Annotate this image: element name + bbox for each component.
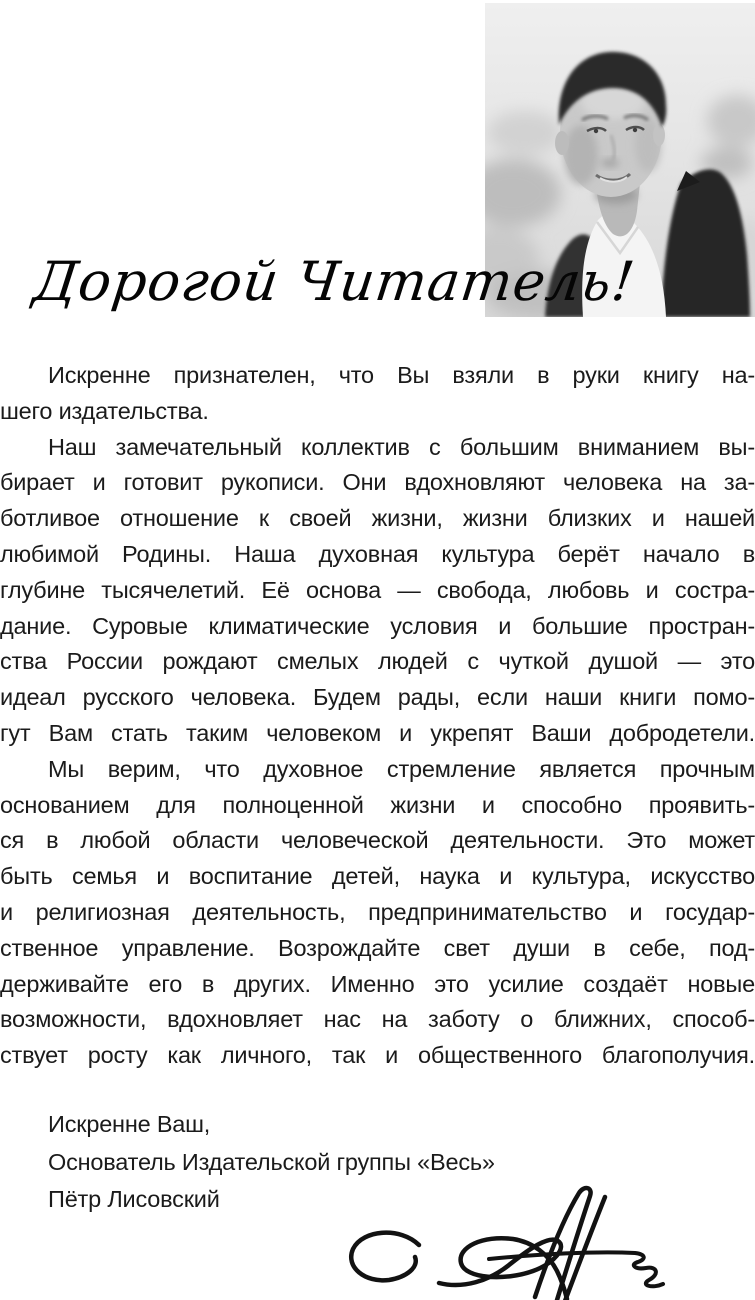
founder-signature — [343, 1183, 703, 1300]
letter-line: дание. Суровые климатические условия и большие простран- — [0, 612, 755, 639]
letter-line: возможности, вдохновляет нас на заботу о ближних, способ- — [0, 1006, 755, 1033]
letter-line: глубине тысячелетий. Её основа — свобода, любовь и состра- — [0, 576, 755, 603]
letter-line: ственное управление. Возрождайте свет души в себе, под- — [0, 934, 755, 961]
letter-line: гут Вам стать таким человеком и укрепят Ваши добродетели. — [0, 719, 755, 746]
letter-line: ботливое отношение к своей жизни, жизни близких и нашей — [0, 505, 755, 532]
letter-line: ства России рождают смелых людей с чуткой душой — это — [0, 648, 755, 675]
letter-line: бирает и готовит рукописи. Они вдохновляют человека на за- — [0, 469, 755, 496]
letter-line: Мы верим, что духовное стремление является прочным — [48, 755, 755, 782]
letter-line: основанием для полноценной жизни и способно проявить- — [0, 791, 755, 818]
letter-line: ствует росту как личного, так и общественного благополучия. — [0, 1042, 755, 1069]
letter-line: идеал русского человека. Будем рады, если наши книги помо- — [0, 684, 755, 711]
ear-left — [555, 131, 569, 155]
letter-body — [0, 358, 755, 1074]
closing-line-name: Пётр Лисовский — [48, 1186, 220, 1212]
letter-line: держивайте его в других. Именно это усилие создаёт новые — [0, 970, 755, 997]
ear-right — [653, 124, 665, 146]
letter-line: быть семья и воспитание детей, наука и культура, искусство — [0, 863, 755, 890]
closing-line-role: Основатель Издательской группы «Весь» — [48, 1148, 495, 1175]
letter-line: ся в любой области человеческой деятельности. Это может — [0, 827, 755, 854]
letter-line: шего издательства. — [0, 397, 209, 424]
letter-line: Искренне признателен, что Вы взяли в руки книгу на- — [48, 362, 755, 388]
letter-line: Наш замечательный коллектив с большим вниманием вы- — [48, 433, 755, 460]
letter-line: и религиозная деятельность, предпринимательство и государ- — [0, 898, 755, 925]
cheek-shade-left — [564, 125, 598, 185]
letter-title: Дорогой Читатель! — [30, 250, 639, 313]
closing-line-salutation: Искренне Ваш, — [48, 1111, 211, 1137]
letter-line: любимой Родины. Наша духовная культура берёт начало в — [0, 540, 755, 567]
